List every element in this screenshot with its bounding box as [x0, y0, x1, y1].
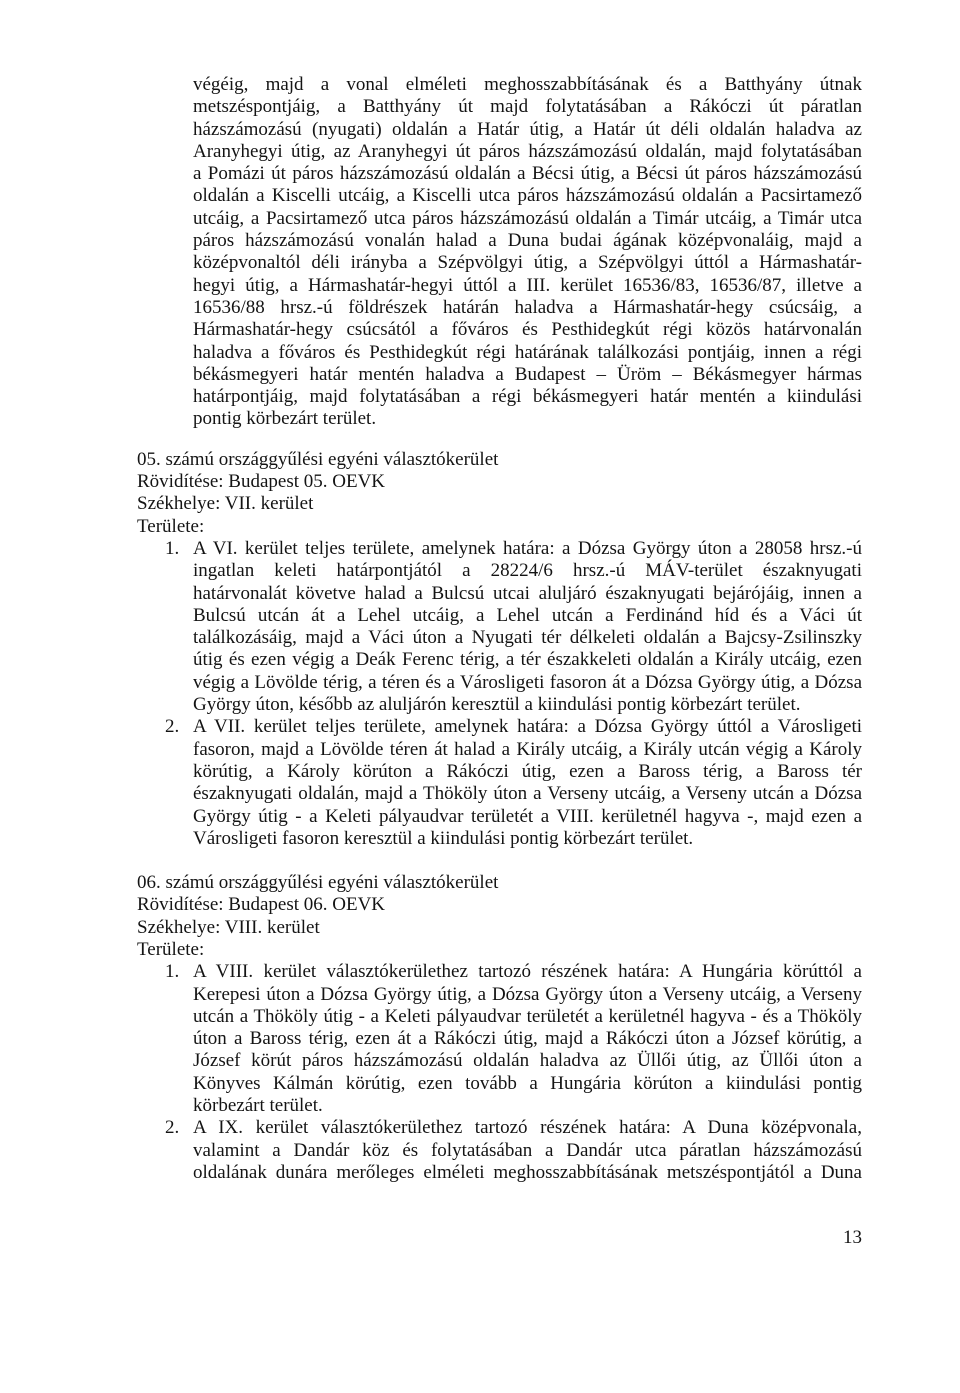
- area-list-item: [137, 1117, 862, 1184]
- text-line: oldalának dunára merőleges elméleti meghosszabbításának metszéspontjától a Duna: [193, 1161, 862, 1183]
- text-line: A IX. kerület választókerülethez tartozó részének határa: A Duna középvonala,: [193, 1117, 862, 1139]
- text-line: határvonalát követve halad a Bulcsú utcai aluljáró északnyugati bejárójáig, innen a: [193, 582, 862, 604]
- text-line: metszéspontjáig, a Batthyány út majd folytatásában a Rákóczi út páratlan: [193, 96, 862, 118]
- district-section-05: [137, 449, 862, 850]
- text-line: József körút páros házszámozású oldalán haladva az Üllői útig, az Üllői úton a: [193, 1050, 862, 1072]
- text-line: Bulcsú utcán át a Lehel utcáig, a Lehel utcán a Ferdinánd híd és a Váci út: [193, 604, 862, 626]
- text-line: hegyi útig, a Hármashatár-hegyi úttól a III. kerület 16536/83, 16536/87, illetve a: [193, 274, 862, 296]
- text-line: végéig, majd a vonal elméleti meghosszabbításának és a Batthyány útnak: [193, 74, 862, 95]
- text-line: házszámozású (nyugati) oldalán a Határ útig, a Határ út déli oldalán haladva az: [193, 118, 862, 140]
- text-line: a Pomázi út páros házszámozású oldalán a Bécsi útig, a Bécsi út páros házszámozású: [193, 163, 862, 185]
- district-area-label: Területe:: [137, 938, 205, 960]
- district-seat: Székhelye: VII. kerület: [137, 493, 314, 515]
- text-line: Városligeti fasoron keresztül a kiindulási pontig körbezárt terület.: [193, 827, 694, 849]
- text-line: úton a Baross térig, ezen át a Rákóczi útig, majd a Rákóczi úton a József körútig, a: [193, 1028, 862, 1050]
- text-line: haladva a főváros és Pesthidegkút régi határának találkozási pontjáig, innen a régi: [193, 341, 862, 363]
- text-line: György útig - a Keleti pályaudvar területét a VIII. kerületnél hagyva -, majd ezen a: [193, 805, 862, 827]
- text-line: György úton, később az aluljárón keresztül a kiindulási pontig körbezárt terület.: [193, 694, 801, 716]
- list-item-text: [193, 961, 862, 1117]
- text-line: körbezárt terület.: [193, 1095, 323, 1117]
- text-line: A VII. kerület teljes területe, amelynek határa: a Dózsa György úttól a Városligeti: [193, 716, 862, 738]
- district-area-label: Területe:: [137, 515, 205, 537]
- list-item-number: 2.: [165, 1117, 180, 1139]
- text-line: utcáig, a Pacsirtamező utca páros házszámozású oldalán a Timár utcáig, a Timár utca: [193, 207, 862, 229]
- continued-paragraph: [193, 74, 862, 431]
- text-line: páros házszámozású vonalán halad a Duna budai ágának középvonaláig, majd a: [193, 230, 862, 252]
- list-item-number: 1.: [165, 961, 180, 983]
- text-line: oldalán a Kiscelli utcáig, a Kiscelli utca páros házszámozású oldalán a Pacsirtamező: [193, 185, 862, 207]
- text-line: útig és ezen végig a Deák Ferenc térig, a tér északkeleti oldalán a Király utcáig, ezen: [193, 649, 862, 671]
- district-abbreviation: Rövidítése: Budapest 05. OEVK: [137, 471, 386, 493]
- list-item-number: 2.: [165, 716, 180, 738]
- area-list-item: [137, 961, 862, 1117]
- text-line: határpontjáig, majd folytatásában a régi békásmegyeri határ mentén a kiindulási: [193, 386, 862, 408]
- text-line: északnyugati oldalán, majd a Thököly úton a Verseny utcáig, a Verseny utcán a Dózsa: [193, 783, 862, 805]
- district-heading: 05. számú országgyűlési egyéni választókerület: [137, 448, 499, 470]
- text-line: Hármashatár-hegy csúcsától a főváros és Pesthidegkút régi közös határvonalán: [193, 319, 862, 341]
- text-line: 16536/88 hrsz.-ú földrészek határán haladva a Hármashatár-hegy csúcsáig, a: [193, 296, 862, 318]
- document-page: [137, 74, 862, 1184]
- text-line: Könyves Kálmán körútig, ezen tovább a Hungária körúton a kiindulási pontig: [193, 1072, 862, 1094]
- text-line: békásmegyeri határ mentén haladva a Budapest – Üröm – Békásmegyer hármas: [193, 363, 862, 385]
- text-line: A VIII. kerület választókerülethez tartozó részének határa: A Hungária körúttól a: [193, 961, 862, 983]
- text-line: Aranyhegyi útig, az Aranyhegyi út páros házszámozású oldalán, majd folytatásában: [193, 140, 862, 162]
- list-item-number: 1.: [165, 537, 180, 559]
- text-line: körútig, a Károly körúton a Rákóczi útig, ezen a Baross térig, a Baross tér: [193, 760, 862, 782]
- list-item-text: [193, 716, 862, 850]
- text-line: találkozásáig, majd a Váci úton a Nyugati tér délkeleti oldalán a Bajcsy-Zsilinszky: [193, 627, 862, 649]
- text-line: utcán a Thököly útig - a Keleti pályaudvar területét a kerületnél hagyva - és a Thököly: [193, 1005, 862, 1027]
- area-list-item: [137, 716, 862, 850]
- text-line: végig a Lövölde térig, a téren és a Városligeti fasoron át a Dózsa György útig, a Dózsa: [193, 671, 862, 693]
- text-line: fasoron, majd a Lövölde téren át halad a Király utcáig, a Király utcán végig a Károly: [193, 738, 862, 760]
- district-seat: Székhelye: VIII. kerület: [137, 916, 320, 938]
- text-line: valamint a Dandár köz és folytatásában a Dandár utca páratlan házszámozású: [193, 1139, 862, 1161]
- text-line: ingatlan keleti határpontjától a 28224/6 hrsz.-ú MÁV-terület északnyugati: [193, 560, 862, 582]
- list-item-text: [193, 538, 862, 716]
- district-heading: 06. számú országgyűlési egyéni választókerület: [137, 872, 499, 894]
- text-line: pontig körbezárt terület.: [193, 408, 377, 430]
- page-number: 13: [843, 1227, 862, 1248]
- list-item-text: [193, 1117, 862, 1184]
- area-list-item: [137, 538, 862, 716]
- district-section-06: [137, 872, 862, 1184]
- text-line: középvonaltól déli irányba a Szépvölgyi útig, a Szépvölgyi úttól a Hármashatár-: [193, 252, 862, 274]
- district-abbreviation: Rövidítése: Budapest 06. OEVK: [137, 894, 386, 916]
- text-line: A VI. kerület teljes területe, amelynek határa: a Dózsa György úton a 28058 hrsz.-ú: [193, 537, 862, 559]
- text-line: Kerepesi úton a Dózsa György útig, a Dózsa György úton a Verseny utcáig, a Verseny: [193, 983, 862, 1005]
